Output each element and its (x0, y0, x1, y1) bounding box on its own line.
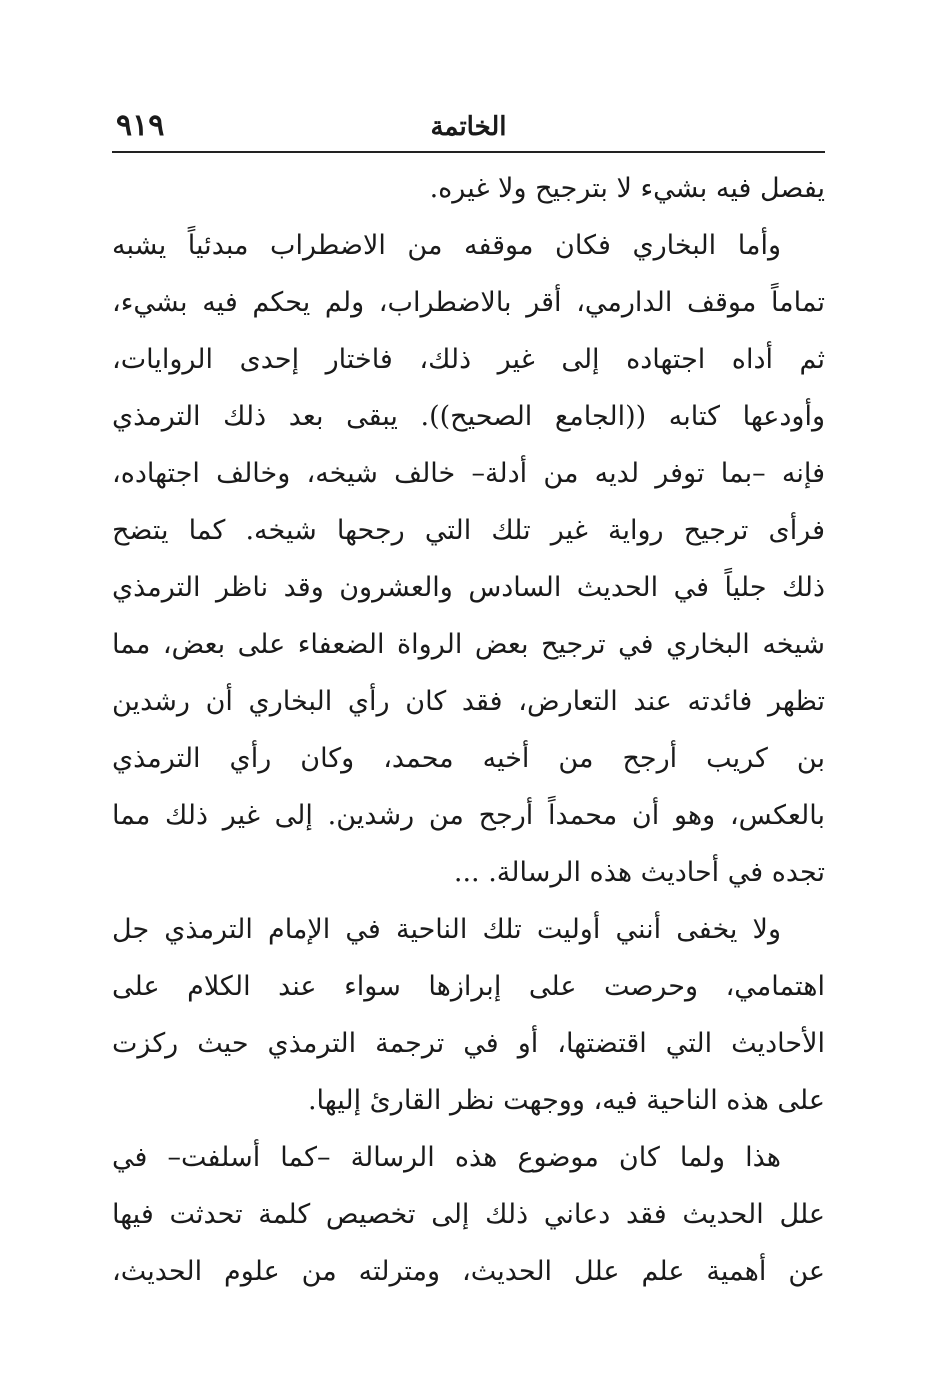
text-line: تماماً موقف الدارمي، أقر بالاضطراب، ولم يحكم فيه بشيء، (112, 287, 825, 318)
text-line: على هذه الناحية فيه، ووجهت نظر القارئ إليها. (307, 1085, 825, 1116)
page-header (112, 108, 825, 148)
header-rule (112, 151, 825, 153)
paragraph-4 (112, 1129, 825, 1300)
text-line: ذلك جلياً في الحديث السادس والعشرون وقد ناظر الترمذي (112, 572, 825, 603)
page-number: ٩١٩ (116, 108, 165, 143)
text-line: شيخه البخاري في ترجيح بعض الرواة الضعفاء على بعض، مما (112, 629, 825, 660)
text-line: فرأى ترجيح رواية غير تلك التي رجحها شيخه. كما يتضح (112, 515, 825, 546)
text-line: عن أهمية علم علل الحديث، ومترلته من علوم الحديث، (112, 1256, 825, 1287)
text-line: بالعكس، وهو أن محمداً أرجح من رشدين. إلى غير ذلك مما (112, 800, 825, 831)
paragraph-3 (112, 901, 825, 1129)
text-line: وأما البخاري فكان موقفه من الاضطراب مبدئياً يشبه (112, 230, 781, 261)
paragraph-2 (112, 217, 825, 901)
paragraph-1 (112, 160, 825, 217)
text-line: ثم أداه اجتهاده إلى غير ذلك، فاختار إحدى الروايات، (112, 344, 825, 375)
text-line: اهتمامي، وحرصت على إبرازها سواء عند الكلام على (112, 971, 825, 1002)
text-line: وأودعها كتابه ((الجامع الصحيح)). يبقى بعد ذلك الترمذي (112, 401, 825, 432)
body-text (112, 160, 825, 1300)
text-line: يفصل فيه بشيء لا بترجيح ولا غيره. (429, 173, 825, 204)
text-line: بن كريب أرجح من أخيه محمد، وكان رأي الترمذي (112, 743, 825, 774)
text-line: هذا ولما كان موضوع هذه الرسالة –كما أسلفت– في (112, 1142, 781, 1173)
text-line: تظهر فائدته عند التعارض، فقد كان رأي البخاري أن رشدين (112, 686, 825, 717)
running-title: الخاتمة (430, 112, 507, 142)
text-line: الأحاديث التي اقتضتها، أو في ترجمة الترمذي حيث ركزت (112, 1028, 825, 1059)
text-line: ولا يخفى أنني أوليت تلك الناحية في الإمام الترمذي جل (112, 914, 781, 945)
text-line: فإنه –بما توفر لديه من أدلة– خالف شيخه، وخالف اجتهاده، (112, 458, 825, 489)
text-line: تجده في أحاديث هذه الرسالة. ... (453, 857, 825, 888)
text-line: علل الحديث فقد دعاني ذلك إلى تخصيص كلمة تحدثت فيها (112, 1199, 825, 1230)
